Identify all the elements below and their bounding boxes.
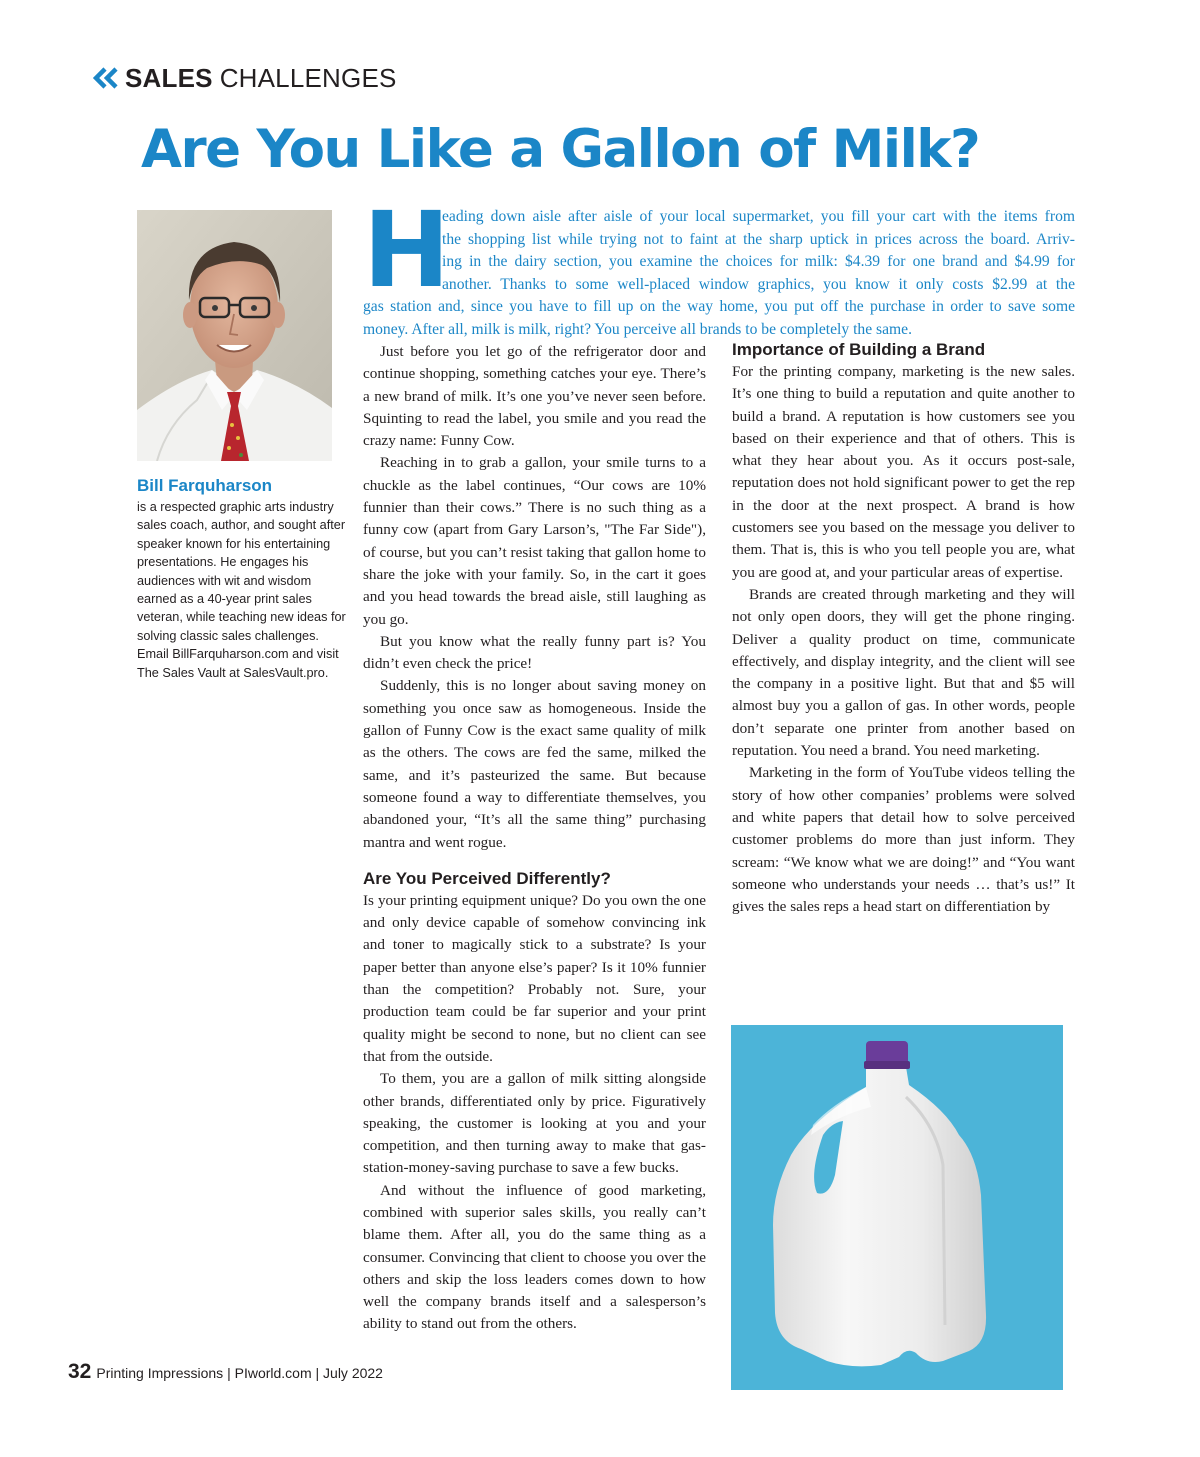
page-number: 32	[68, 1360, 92, 1383]
section-label-bold: SALES	[125, 62, 213, 93]
intro-line: money. After all, milk is milk, right? You perceive all brands to be completely the same.	[363, 320, 912, 338]
intro-line: another. Thanks to some well-placed window graphics, you know it only costs $2.99 at the	[442, 275, 1075, 293]
publication-info: Printing Impressions | PIworld.com | July 2022	[96, 1365, 383, 1381]
intro-line: the shopping list while trying not to faint at the sharp uptick in prices across the board. Arriv-	[442, 230, 1075, 248]
subheading: Are You Perceived Differently?	[363, 868, 611, 888]
intro-line: eading down aisle after aisle of your local supermarket, you fill your cart with the items from	[442, 208, 1075, 225]
section-label: CHALLENGES	[219, 62, 397, 93]
intro-line: ing in the dairy section, you examine the choices for milk: $4.39 for one brand and $4.99 for	[442, 253, 1075, 270]
author-photo	[137, 210, 332, 461]
article-headline: Are You Like a Gallon of Milk?	[141, 119, 980, 180]
intro-line: gas station and, since you have to fill up on the way home, you put off the purchase in order to save some	[363, 298, 1075, 315]
author-bio: is a respected graphic arts industry sales coach, author, and sought after speaker known for his entertaining presentations. He engages his audiences with wit and wisdom earned as a 40-year print sales veteran, while teaching new ideas for solving classic sales challenges. Email BillFarquharson.com and visit The Sales Vault at SalesVault.pro.	[137, 500, 346, 680]
article-column-right	[732, 339, 1075, 918]
body-paragraph: Just before you let go of the refrigerator door and continue shopping, something catches your eye. There’s a new brand of milk. It’s one you’ve never seen before. Squinting to read the label, you smile and you read the crazy name: Funny Cow.	[363, 343, 706, 450]
body-paragraph: Is your printing equipment unique? Do you own the one and only device capable of somehow convincing ink and toner to magically stick to a substrate? Is your paper better than anyone else’s paper? Is it 10% funnier than the competition? Probably not. Sure, your production team could be far superior and your print quality might be second to none, but no client can see that from the outside.	[363, 891, 706, 1065]
body-paragraph: Marketing in the form of YouTube videos telling the story of how other companies’ problems were solved and white papers that detail how to solve perceived customer problems do more than just inform. They scream: “We know what we are doing!” and “You want someone who understands your needs … that’s us!” It gives the sales reps a head start on differentiation by	[732, 764, 1075, 916]
article-column-middle	[363, 341, 706, 1336]
body-paragraph: Suddenly, this is no longer about saving money on something you once saw as homogeneous. Inside the gallon of Funny Cow is the exact same quality of milk as the others. The cows are fed the same, milked the same, and it’s pasteurized the same. But because someone found a way to differentiate themselves, you abandoned your, “It’s all the same thing” purchasing mantra and went rogue.	[363, 677, 706, 851]
body-paragraph: For the printing company, marketing is the new sales. It’s one thing to build a reputation and quite another to build a brand. A reputation is how customers see you based on their experience and that of others. This is what they hear about you. As it occurs post-sale, reputation does not hold significant power to get the rep in the door at the next prospect. A brand is how customers see you based on the message you deliver to them. That is, this is who you tell people you are, what you are good at, and your particular areas of expertise.	[732, 363, 1075, 581]
page-footer	[68, 1360, 383, 1388]
body-paragraph: To them, you are a gallon of milk sitting alongside other brands, differentiated only by price. Figuratively speaking, the customer is looking at you and your competition, and then turning away to make that gas-station-money-saving purchase to save a few bucks.	[363, 1070, 706, 1177]
body-paragraph: And without the influence of good marketing, combined with superior sales skills, you really can’t blame them. After all, you do the same thing as a consumer. Convincing that client to choose you over the others and skip the loss leaders comes down to how well the company brands itself and a salesperson’s ability to stand out from the others.	[363, 1181, 706, 1333]
body-paragraph: But you know what the really funny part is? You didn’t even check the price!	[363, 632, 706, 673]
drop-cap: H	[363, 189, 451, 311]
body-paragraph: Reaching in to grab a gallon, your smile turns to a chuckle as the label continues, “Our cows are 10% funnier than their cows.” There is no such thing as a funny cow (apart from Gary Larson’s, "The Far Side"), of course, but you can’t resist taking that gallon home to share the joke with your family. So, in the cart it goes and you head towards the bread aisle, still laughing as you go.	[363, 454, 706, 628]
section-header	[93, 60, 397, 96]
body-paragraph: Brands are created through marketing and they will not only open doors, they will get the phone ringing. Deliver a quality product on time, communicate effectively, and display integrity, and the client will see the company in a positive light. But that and $5 will almost buy you a gallon of gas. In other words, people don’t separate one printer from another based on reputation. You need a brand. You need marketing.	[732, 585, 1075, 760]
milk-gallon-illustration	[731, 1025, 1063, 1390]
subheading: Importance of Building a Brand	[732, 340, 986, 359]
author-name: Bill Farquharson	[137, 476, 273, 495]
double-chevron-left-icon	[93, 67, 119, 89]
intro-paragraph	[363, 189, 1075, 340]
